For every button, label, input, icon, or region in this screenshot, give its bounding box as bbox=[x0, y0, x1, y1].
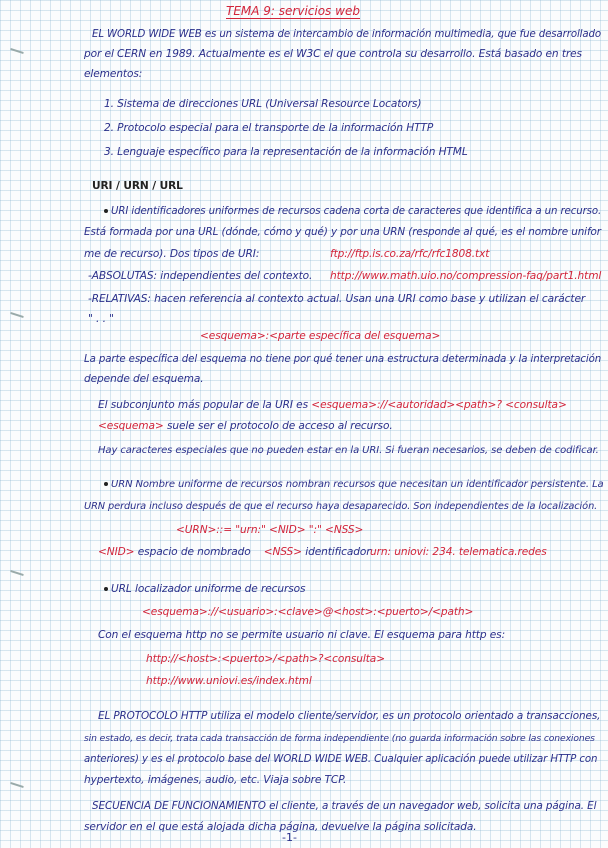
urn-formula: <URN>::= "urn:" <NID> ":" <NSS> bbox=[176, 524, 364, 536]
http-protocol-line: sin estado, es decir, trata cada transacción de forma independiente (no guarda información sobre las conexiones bbox=[84, 733, 595, 744]
urn-text: URN Nombre uniforme de recursos nombran recursos que necesitan un identificador persistente. La bbox=[111, 479, 604, 490]
uri-line: Está formada por una URL (dónde, cómo y qué) y por una URN (responde al qué, es el nombre unifor bbox=[84, 226, 601, 238]
bullet bbox=[104, 587, 108, 591]
special-chars-line: Hay caracteres especiales que no pueden estar en la URI. Si fueran necesarios, se deben de codificar. bbox=[98, 445, 599, 456]
urn-line: URN perdura incluso después de que el recurso haya desaparecido. Son independientes de la localización. bbox=[84, 501, 598, 512]
uri-text: URI identificadores uniformes de recursos cadena corta de caracteres que identifica a un recurso. bbox=[111, 206, 602, 217]
subset-line bbox=[98, 399, 567, 412]
uri-example: ftp://ftp.is.co.za/rfc/rfc1808.txt bbox=[330, 248, 490, 260]
scheme-text: La parte específica del esquema no tiene por qué tener una estructura determinada y la interpretación bbox=[84, 354, 602, 365]
element-item: 3. Lenguaje específico para la representación de la información HTML bbox=[104, 146, 468, 158]
http-protocol-line: EL PROTOCOLO HTTP utiliza el modelo cliente/servidor, es un protocolo orientado a transacciones, bbox=[98, 710, 601, 722]
scheme-formula: <esquema>:<parte específica del esquema> bbox=[200, 330, 441, 342]
bullet bbox=[104, 482, 108, 486]
subset-formula: <esquema>://<autoridad><path>? <consulta> bbox=[311, 399, 567, 411]
absolutas-example: http://www.math.uio.no/compression-faq/part1.html bbox=[330, 270, 602, 282]
relativas-line: " . . " bbox=[88, 313, 114, 325]
absolutas-label: -ABSOLUTAS: independientes del contexto. bbox=[88, 270, 313, 282]
urn-example: urn: uniovi: 234. telematica.redes bbox=[370, 546, 547, 558]
esquema-label: <esquema> bbox=[98, 420, 164, 432]
relativas-line: -RELATIVAS: hacen referencia al contexto actual. Usan una URI como base y utilizan el carácter bbox=[88, 293, 586, 305]
http-scheme-text: Con el esquema http no se permite usuario ni clave. El esquema para http es: bbox=[98, 629, 506, 641]
url-heading bbox=[104, 583, 305, 596]
binding-hole-mark bbox=[10, 782, 24, 788]
element-item: 2. Protocolo especial para el transporte de la información HTTP bbox=[104, 122, 434, 134]
scheme-text: depende del esquema. bbox=[84, 373, 204, 385]
http-protocol-line: anteriores) y es el protocolo base del WORLD WIDE WEB. Cualquier aplicación puede utilizar HTTP con bbox=[84, 754, 598, 765]
nss-desc: identificador bbox=[305, 546, 371, 558]
binding-hole-mark bbox=[10, 312, 24, 318]
intro-line: por el CERN en 1989. Actualmente es el W3C el que controla su desarrollo. Está basado en tres bbox=[84, 48, 582, 60]
element-item: 1. Sistema de direcciones URL (Universal Resource Locators) bbox=[104, 98, 422, 110]
url-formula: <esquema>://<usuario>:<clave>@<host>:<puerto>/<path> bbox=[142, 606, 474, 618]
intro-line: elementos: bbox=[84, 68, 143, 80]
sequence-line: servidor en el que está alojada dicha página, devuelve la página solicitada. bbox=[84, 821, 477, 833]
sequence-line: SECUENCIA DE FUNCIONAMIENTO el cliente, a través de un navegador web, solicita una página. El bbox=[92, 800, 597, 812]
uri-heading: URI / URN / URL bbox=[92, 180, 183, 192]
nid-desc: espacio de nombrado bbox=[137, 546, 251, 558]
urn-parts-line bbox=[98, 546, 370, 559]
esquema-line bbox=[98, 420, 393, 433]
url-heading-text: URL localizador uniforme de recursos bbox=[111, 583, 306, 595]
http-protocol-line: hypertexto, imágenes, audio, etc. Viaja sobre TCP. bbox=[84, 774, 347, 786]
intro-line: EL WORLD WIDE WEB es un sistema de intercambio de información multimedia, que fue desarrollado bbox=[92, 29, 602, 40]
nid-label: <NID> bbox=[98, 546, 135, 558]
urn-line bbox=[104, 478, 604, 491]
subset-prefix: El subconjunto más popular de la URI es bbox=[98, 399, 309, 411]
binding-hole-mark bbox=[10, 48, 24, 54]
page-number: -1- bbox=[282, 831, 297, 844]
http-example: http://www.uniovi.es/index.html bbox=[146, 675, 312, 687]
esquema-desc: suele ser el protocolo de acceso al recurso. bbox=[166, 420, 393, 432]
http-formula: http://<host>:<puerto>/<path>?<consulta> bbox=[146, 653, 385, 665]
uri-line bbox=[104, 205, 601, 218]
binding-hole-mark bbox=[10, 570, 24, 576]
nss-label: <NSS> bbox=[263, 546, 302, 558]
uri-line: me de recurso). Dos tipos de URI: bbox=[84, 248, 260, 260]
page-title: TEMA 9: servicios web bbox=[226, 4, 360, 18]
bullet bbox=[104, 209, 108, 213]
